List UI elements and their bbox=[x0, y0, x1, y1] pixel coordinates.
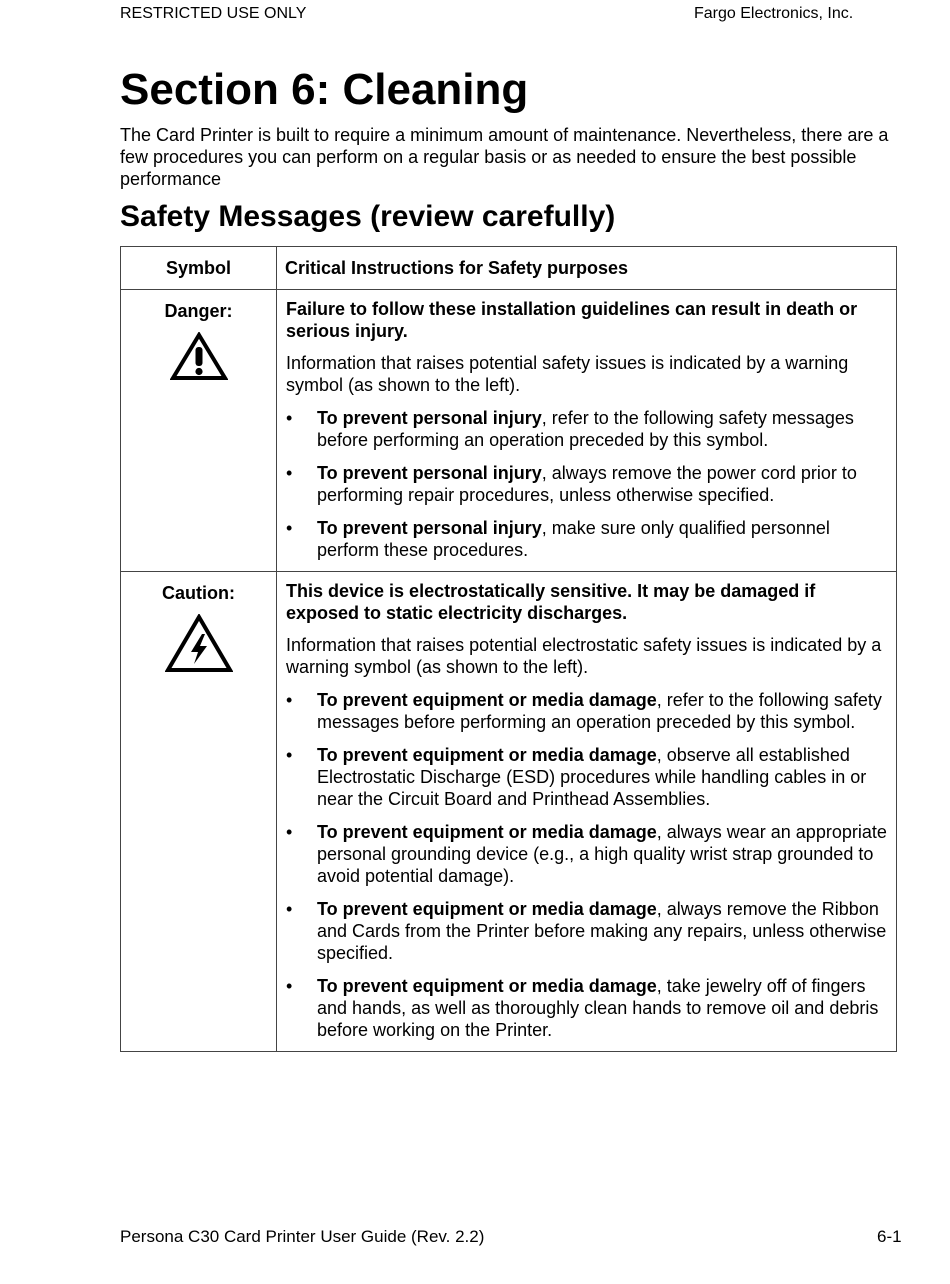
danger-bullet-list bbox=[286, 407, 887, 561]
header-company-name: Fargo Electronics, Inc. bbox=[694, 5, 854, 22]
intro-paragraph: The Card Printer is built to require a minimum amount of maintenance. Nevertheless, there are a few procedures you can perform on a regular basis or as needed to ensure the best possible performance bbox=[120, 125, 889, 189]
caution-bullet-list bbox=[286, 689, 887, 1041]
table-row bbox=[121, 572, 897, 1052]
bullet-text: , refer to the following safety messages before performing an operation preceded by this symbol. bbox=[317, 408, 854, 450]
bullet-lead: To prevent equipment or media damage bbox=[317, 899, 657, 919]
instructions-cell bbox=[277, 572, 897, 1052]
list-item bbox=[286, 821, 887, 887]
bullet-lead: To prevent equipment or media damage bbox=[317, 976, 657, 996]
electrostatic-warning-icon bbox=[165, 614, 233, 674]
list-item bbox=[286, 898, 887, 964]
header-restricted-label: RESTRICTED USE ONLY bbox=[120, 5, 307, 22]
bullet-glyph: • bbox=[286, 976, 293, 996]
table-row bbox=[121, 290, 897, 572]
bullet-text: , always remove the power cord prior to performing repair procedures, unless otherwise specified. bbox=[317, 463, 857, 505]
footer-page-number: 6-1 bbox=[877, 1227, 902, 1246]
list-item bbox=[286, 517, 887, 561]
bullet-glyph: • bbox=[286, 690, 293, 710]
caution-lead-statement: This device is electrostatically sensitive. It may be damaged if exposed to static electricity discharges. bbox=[286, 581, 816, 623]
safety-messages-table bbox=[120, 246, 897, 1052]
bullet-lead: To prevent equipment or media damage bbox=[317, 745, 657, 765]
section-subtitle: Safety Messages (review carefully) bbox=[120, 200, 616, 233]
bullet-text: , take jewelry off of fingers and hands, as well as thoroughly clean hands to remove oil and debris before working on the Printer. bbox=[317, 976, 879, 1040]
list-item bbox=[286, 975, 887, 1041]
bullet-text: , make sure only qualified personnel perform these procedures. bbox=[317, 518, 830, 560]
exclamation-warning-icon bbox=[170, 332, 228, 382]
bullet-glyph: • bbox=[286, 899, 293, 919]
danger-lead-statement: Failure to follow these installation guidelines can result in death or serious injury. bbox=[286, 299, 858, 341]
symbol-cell bbox=[121, 572, 277, 1052]
bullet-glyph: • bbox=[286, 822, 293, 842]
caution-info-text: Information that raises potential electrostatic safety issues is indicated by a warning symbol (as shown to the left). bbox=[286, 635, 882, 677]
list-item bbox=[286, 744, 887, 810]
list-item bbox=[286, 407, 887, 451]
footer-document-title: Persona C30 Card Printer User Guide (Rev. 2.2) bbox=[120, 1227, 485, 1246]
danger-label: Danger: bbox=[164, 301, 233, 321]
bullet-glyph: • bbox=[286, 463, 293, 483]
bullet-lead: To prevent personal injury bbox=[317, 408, 542, 428]
caution-label: Caution: bbox=[162, 583, 235, 603]
symbol-cell bbox=[121, 290, 277, 572]
bullet-lead: To prevent equipment or media damage bbox=[317, 690, 657, 710]
bullet-lead: To prevent equipment or media damage bbox=[317, 822, 657, 842]
symbol-column-header: Symbol bbox=[121, 247, 277, 290]
instructions-cell bbox=[277, 290, 897, 572]
list-item bbox=[286, 689, 887, 733]
instructions-column-header: Critical Instructions for Safety purposes bbox=[277, 247, 897, 290]
table-header-row bbox=[121, 247, 897, 290]
bullet-text: , refer to the following safety messages before performing an operation preceded by this symbol. bbox=[317, 690, 882, 732]
page-title: Section 6: Cleaning bbox=[120, 65, 529, 114]
bullet-glyph: • bbox=[286, 745, 293, 765]
bullet-text: , always wear an appropriate personal grounding device (e.g., a high quality wrist strap grounded to avoid potential damage). bbox=[317, 822, 887, 886]
bullet-lead: To prevent personal injury bbox=[317, 518, 542, 538]
bullet-lead: To prevent personal injury bbox=[317, 463, 542, 483]
list-item bbox=[286, 462, 887, 506]
bullet-text: , observe all established Electrostatic Discharge (ESD) procedures while handling cables in or near the Circuit Board and Printhead Assemblies. bbox=[317, 745, 867, 809]
bullet-text: , always remove the Ribbon and Cards from the Printer before making any repairs, unless otherwise specified. bbox=[317, 899, 887, 963]
bullet-glyph: • bbox=[286, 518, 293, 538]
bullet-glyph: • bbox=[286, 408, 293, 428]
danger-info-text: Information that raises potential safety issues is indicated by a warning symbol (as shown to the left). bbox=[286, 353, 849, 395]
